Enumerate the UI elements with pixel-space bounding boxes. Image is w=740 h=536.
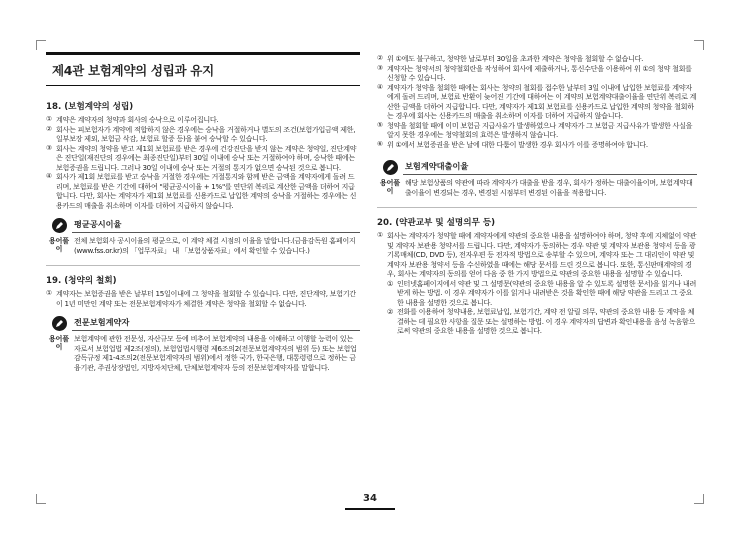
section-19-heading: 19. (청약의 철회) bbox=[46, 276, 117, 286]
section-19-continued bbox=[377, 54, 697, 149]
term-title: 보험계약대출이율 bbox=[403, 159, 697, 175]
pencil-icon bbox=[52, 316, 67, 331]
clause-item bbox=[46, 125, 360, 144]
clause-item bbox=[46, 115, 360, 125]
sub-clause-number: ② bbox=[387, 307, 394, 316]
term-title: 평균공시이율 bbox=[72, 217, 360, 233]
clause-number: ① bbox=[46, 289, 52, 297]
section-18-items bbox=[46, 115, 360, 210]
chapter-title: 제4관 보험계약의 성립과 유지 bbox=[46, 52, 360, 86]
clause-text: 회사는 계약자가 청약할 때에 계약자에게 약관의 중요한 내용을 설명하여야 하며, 청약 후에 지체없이 약관 및 계약자 보관용 청약서를 드립니다. 다만, 계약자가 동의하는 경우 약관 및 계약자 보관용 청약서 등을 광기록매체(CD, DVD 등), 전자우편 등 전자적 방법으로 송부할 수 있으며, 계약자 또는 그 대리인이 약관 및 계약자 보관용 청약서 등을 수신하였을 때에는 해당 문서를 드린 것으로 봅니다. 또한, 통신판매계약의 경우, 회사는 계약자의 동의를 얻어 다음 중 한 가지 방법으로 약관의 중요한 내용을 설명할 수 있습니다. bbox=[387, 231, 697, 278]
term-label: 용어풀이 bbox=[48, 237, 70, 253]
term-label: 용어풀이 bbox=[48, 335, 70, 351]
corner-mark bbox=[36, 494, 46, 504]
sub-clause-text: 전화를 이용하여 청약내용, 보험료납입, 보험기간, 계약 전 알릴 의무, 약관의 중요한 내용 등 계약을 체결하는 데 필요한 사항을 질문 또는 설명하는 방법. 이 경우 계약자의 답변과 확인내용을 음성 녹음함으로써 약관의 중요한 내용을 설명한 것으로 봅니다. bbox=[397, 307, 695, 335]
clause-number: ⑤ bbox=[377, 120, 383, 129]
clause-item bbox=[46, 289, 360, 308]
clause-number: ③ bbox=[46, 143, 52, 152]
right-column bbox=[377, 54, 697, 336]
page-number-underline bbox=[345, 508, 395, 510]
clause-text: 계약자가 청약을 철회한 때에는 회사는 청약의 철회를 접수한 날부터 3일 이내에 납입한 보험료를 계약자에게 돌려 드리며, 보험료 반환이 늦어진 기간에 대하여는 이 계약의 보험계약대출이율을 연단위 복리로 계산한 금액을 더하여 지급합니다. 다만, 계약자가 제1회 보험료를 신용카드로 납입한 계약의 청약을 철회하는 경우에 회사는 신용카드의 매출을 취소하며 이자를 더하여 지급하지 않습니다. bbox=[387, 82, 697, 120]
clause-number: ③ bbox=[377, 63, 383, 72]
clause-text: 회사가 제1회 보험료를 받고 승낙을 거절한 경우에는 거절통지와 함께 받은 금액을 계약자에게 돌려 드리며, 보험료를 받은 기간에 대하여 "평균공시이율 + 1%"를 연단위 복리로 계산한 금액을 더하여 지급합니다. 다만, 회사는 계약자가 제1회 보험료를 신용카드로 납입한 계약의 승낙을 거절하는 경우에는 신용카드의 매출을 취소하며 이자를 더하여 지급하지 않습니다. bbox=[56, 172, 357, 210]
term-text: 해당 보험상품의 약관에 따라 계약자가 대출을 받을 경우, 회사가 정하는 대출이율이며, 보험계약대출이율이 변경되는 경우, 변경된 시점부터 변경된 이율을 적용합니다. bbox=[405, 178, 693, 197]
sub-clause-item bbox=[377, 307, 697, 336]
term-box-average-rate bbox=[46, 217, 360, 255]
section-divider bbox=[46, 265, 360, 266]
clause-item bbox=[377, 83, 697, 121]
term-box-professional-policyholder bbox=[46, 315, 360, 372]
page-number: 34 bbox=[363, 493, 377, 504]
clause-text: 계약은 계약자의 청약과 회사의 승낙으로 이루어집니다. bbox=[56, 115, 219, 124]
clause-text: 위 ①에서 보험증권을 받은 날에 대한 다툼이 발생한 경우 회사가 이를 증명하여야 합니다. bbox=[387, 139, 648, 149]
term-title: 전문보험계약자 bbox=[72, 315, 360, 331]
clause-number: ② bbox=[46, 124, 52, 133]
clause-item bbox=[377, 121, 697, 140]
clause-number: ④ bbox=[46, 172, 52, 180]
clause-text: 위 ①에도 불구하고, 청약한 날로부터 30일을 초과한 계약은 청약을 철회할 수 없습니다. bbox=[387, 54, 644, 63]
clause-number: ④ bbox=[377, 82, 383, 91]
term-label: 용어풀이 bbox=[379, 179, 401, 195]
clause-item bbox=[46, 144, 360, 173]
clause-text: 계약자는 보험증권을 받은 날부터 15일이내에 그 청약을 철회할 수 있습니다. 다만, 진단계약, 보험기간이 1년 미만인 계약 또는 전문보험계약자가 체결한 계약은 청약을 철회할 수 없습니다. bbox=[56, 289, 356, 308]
section-18-heading: 18. (보험계약의 성립) bbox=[46, 102, 134, 112]
left-column bbox=[46, 52, 360, 378]
corner-mark bbox=[694, 40, 704, 50]
clause-text: 회사는 계약의 청약을 받고 제1회 보험료를 받은 경우에 건강진단을 받지 않는 계약은 청약일, 진단계약은 진단일(재진단의 경우에는 최종진단일)부터 30일 이내에 승낙 또는 거절하여야 하며, 승낙한 때에는 보험증권을 드립니다. 그러나 30일 이내에 승낙 또는 거절의 통지가 없으면 승낙된 것으로 봅니다. bbox=[56, 143, 357, 172]
clause-text: 청약을 철회할 때에 이미 보험금 지급사유가 발생하였으나 계약자가 그 보험금 지급사유가 발생한 사실을 알지 못한 경우에는 청약철회의 효력은 발생하지 않습니다. bbox=[387, 120, 693, 139]
clause-item bbox=[377, 54, 697, 64]
clause-number: ① bbox=[46, 115, 52, 123]
pencil-icon bbox=[383, 160, 398, 175]
clause-item bbox=[377, 140, 697, 150]
term-box-loan-rate bbox=[377, 159, 697, 197]
clause-item bbox=[46, 172, 360, 210]
clause-number: ① bbox=[377, 231, 383, 239]
clause-item bbox=[377, 64, 697, 83]
clause-text: 회사는 피보험자가 계약에 적합하지 않은 경우에는 승낙을 거절하거나 별도의 조건(보험가입금액 제한, 일부보장 제외, 보험금 삭감, 보험료 할증 등)을 붙여 승낙할 수 있습니다. bbox=[56, 124, 356, 143]
section-divider bbox=[377, 207, 697, 208]
section-20-heading: 20. (약관교부 및 설명의무 등) bbox=[377, 218, 496, 228]
pencil-icon bbox=[52, 218, 67, 233]
clause-text: 계약자는 청약서의 청약철회란을 작성하여 회사에 제출하거나, 통신수단을 이용하여 위 ①의 청약 철회를 신청할 수 있습니다. bbox=[387, 63, 692, 82]
term-text: 보험계약에 관한 전문성, 자산규모 등에 비추어 보험계약의 내용을 이해하고 이행할 능력이 있는 자로서 보험업법 제2조(정의), 보험업법시행령 제6조의2(전문보험계약자의 범위 등) 또는 보험업감독규정 제1-4조의2(전문보험계약자의 범위)에서 정한 국가, 한국은행, 대통령령으로 정하는 금융기관, 주권상장법인, 지방자치단체, 단체보험계약자 등의 전문보험계약자를 말합니다. bbox=[74, 334, 357, 372]
clause-number: ⑥ bbox=[377, 139, 383, 148]
clause-number: ② bbox=[377, 54, 383, 62]
sub-clause-number: ① bbox=[387, 278, 394, 288]
sub-clause-text: 인터넷홈페이지에서 약관 및 그 설명문(약관의 중요한 내용을 알 수 있도록 설명한 문서)을 읽거나 내려받게 하는 방법. 이 경우 계약자가 이를 읽거나 내려받은 것을 확인한 때에 해당 약관을 드리고 그 중요한 내용을 설명한 것으로 봅니다. bbox=[397, 278, 697, 307]
clause-item bbox=[377, 231, 697, 279]
term-text: 전체 보험회사 공시이율의 평균으로, 이 계약 체결 시점의 이율을 말합니다.(금융감독원 홈페이지(www.fss.or.kr)의 「업무자료」 내 「보험상품자료」에서 확인할 수 있습니다.) bbox=[74, 236, 356, 255]
sub-clause-item bbox=[377, 279, 697, 308]
corner-mark bbox=[36, 40, 46, 50]
corner-mark bbox=[694, 494, 704, 504]
